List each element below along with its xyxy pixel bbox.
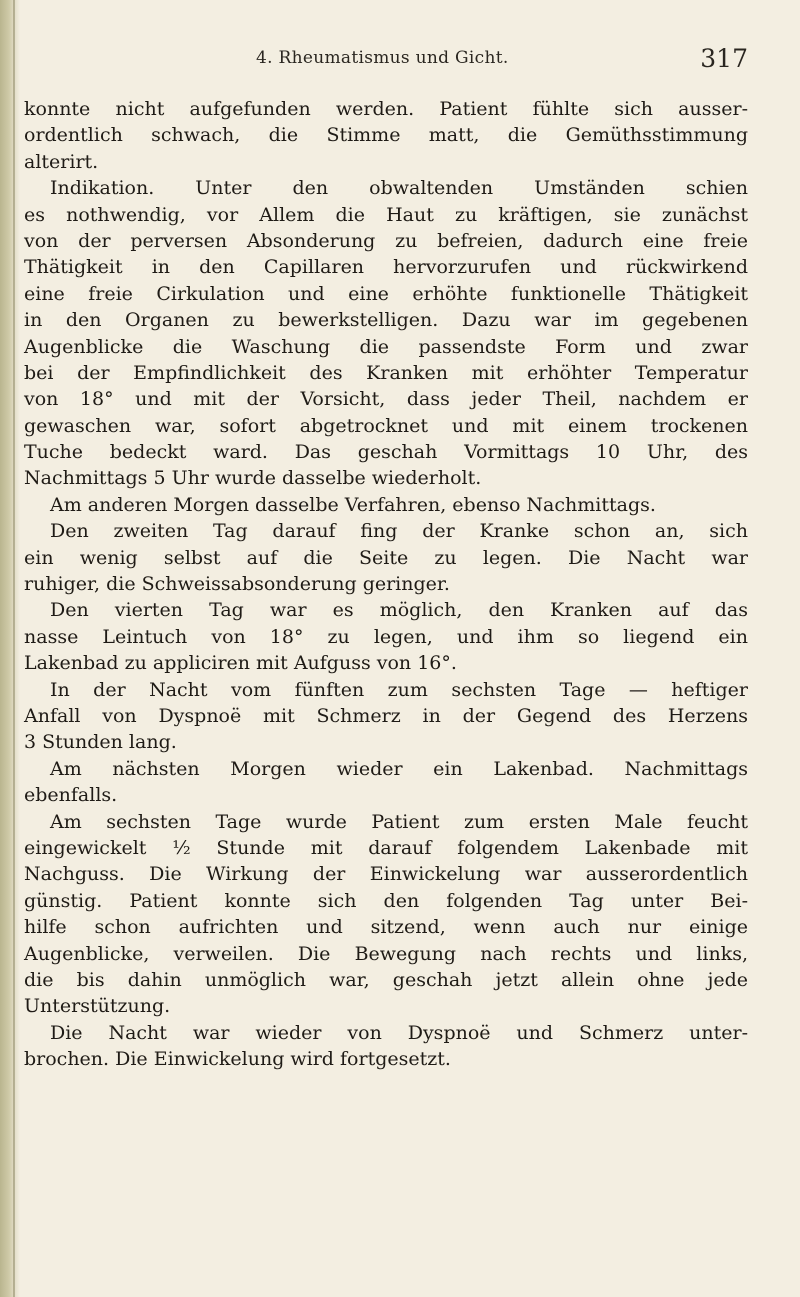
text-line: Den vierten Tag war es möglich, den Kranken auf das (50, 599, 748, 622)
text-line: es nothwendig, vor Allem die Haut zu kräftigen, sie zunächst (24, 203, 748, 226)
text-line: gewaschen war, sofort abgetrocknet und mit einem trockenen (24, 414, 748, 437)
text-line: Indikation. Unter den obwaltenden Umständen schien (50, 177, 748, 200)
text-line: Tuche bedeckt ward. Das geschah Vormittags 10 Uhr, des (24, 441, 748, 464)
text-line: Die Nacht war wieder von Dyspnoë und Schmerz unter- (50, 1021, 748, 1044)
text-line: nasse Leintuch von 18° zu legen, und ihm so liegend ein (24, 625, 748, 648)
text-line: die bis dahin unmöglich war, geschah jetzt allein ohne jede (24, 968, 748, 991)
text-line: Am nächsten Morgen wieder ein Lakenbad. Nachmittags (50, 757, 748, 780)
text-line: Lakenbad zu appliciren mit Aufguss von 16°. (24, 652, 457, 675)
chapter-title: 4. Rheumatismus und Gicht. (256, 48, 509, 68)
body-text (24, 96, 748, 1072)
text-line: hilfe schon aufrichten und sitzend, wenn auch nur einige (24, 916, 748, 939)
text-line: ordentlich schwach, die Stimme matt, die Gemüthsstimmung (24, 124, 748, 147)
text-line: ein wenig selbst auf die Seite zu legen. Die Nacht war (24, 546, 748, 569)
text-line: von 18° und mit der Vorsicht, dass jeder Theil, nachdem er (24, 388, 748, 411)
text-line: günstig. Patient konnte sich den folgenden Tag unter Bei- (24, 889, 748, 912)
text-line: brochen. Die Einwickelung wird fortgesetzt. (24, 1048, 451, 1071)
page-number: 317 (700, 44, 748, 73)
text-line: Am anderen Morgen dasselbe Verfahren, ebenso Nachmittags. (50, 493, 656, 516)
text-line: 3 Stunden lang. (24, 731, 177, 754)
text-line: von der perversen Absonderung zu befreien, dadurch eine freie (24, 229, 748, 252)
text-line: Augenblicke, verweilen. Die Bewegung nach rechts und links, (24, 942, 748, 965)
running-head (24, 44, 748, 84)
text-line: Thätigkeit in den Capillaren hervorzurufen und rückwirkend (24, 256, 748, 279)
text-line: Den zweiten Tag darauf fing der Kranke schon an, sich (50, 520, 748, 543)
text-line: Anfall von Dyspnoë mit Schmerz in der Gegend des Herzens (24, 704, 748, 727)
page-binding-edge (0, 0, 20, 1297)
text-line: alterirt. (24, 150, 99, 173)
binding-gutter-line (13, 0, 15, 1297)
text-line: Unterstützung. (24, 995, 171, 1018)
text-line: in den Organen zu bewerkstelligen. Dazu war im gegebenen (24, 309, 748, 332)
text-line: Am sechsten Tage wurde Patient zum ersten Male feucht (50, 810, 748, 833)
text-line: Nachguss. Die Wirkung der Einwickelung war ausserordentlich (24, 863, 748, 886)
text-line: eingewickelt ½ Stunde mit darauf folgendem Lakenbade mit (24, 836, 748, 859)
book-page (24, 0, 764, 1297)
text-line: Augenblicke die Waschung die passendste Form und zwar (24, 335, 748, 358)
text-line: ebenfalls. (24, 784, 118, 807)
text-line: eine freie Cirkulation und eine erhöhte funktionelle Thätigkeit (24, 282, 748, 305)
text-line: In der Nacht vom fünften zum sechsten Tage — heftiger (50, 678, 748, 701)
text-line: bei der Empfindlichkeit des Kranken mit erhöhter Temperatur (24, 361, 748, 384)
text-line: ruhiger, die Schweissabsonderung geringer. (24, 573, 450, 596)
text-line: Nachmittags 5 Uhr wurde dasselbe wiederholt. (24, 467, 482, 490)
text-line: konnte nicht aufgefunden werden. Patient fühlte sich ausser- (24, 98, 748, 120)
